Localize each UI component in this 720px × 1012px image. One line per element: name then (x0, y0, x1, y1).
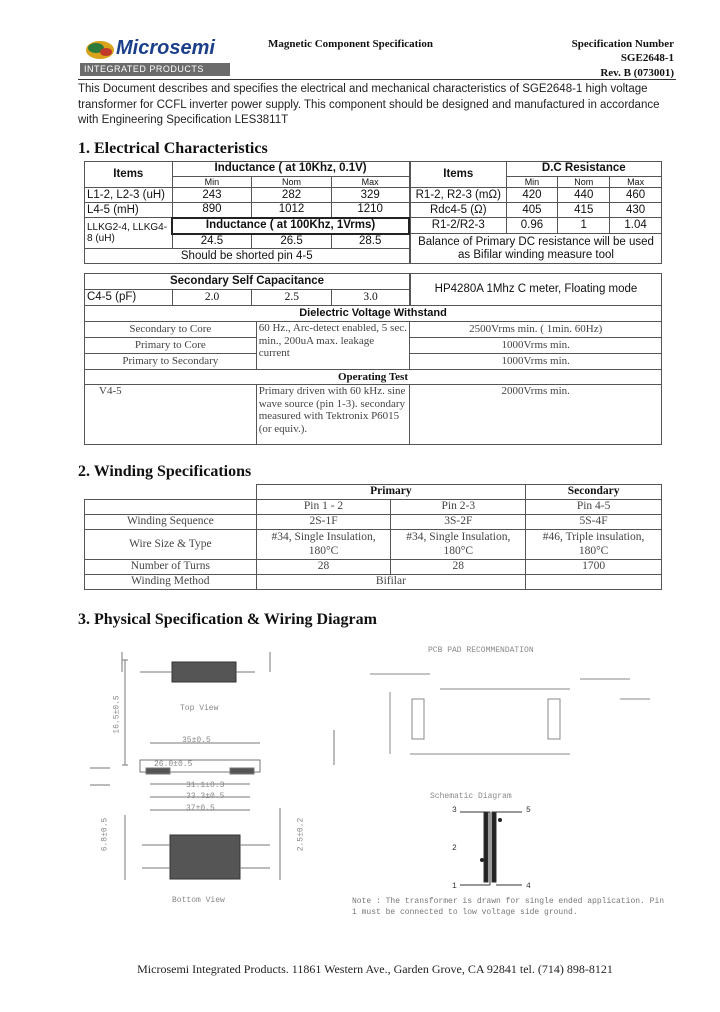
row-l12-max: 329 (331, 188, 409, 203)
cap-max: 3.0 (332, 290, 410, 306)
dvw-row-1-label: Secondary to Core (85, 322, 257, 338)
schematic-title: Schematic Diagram (430, 792, 512, 801)
leakage-label: LLKG2-4, LLKG4-8 (uH) (85, 218, 173, 249)
pcb-title: PCB PAD RECOMMENDATION (428, 646, 534, 655)
pin-corner (85, 500, 257, 515)
dvw-row-2-value: 1000Vrms min. (410, 338, 662, 354)
dvw-row-2-label: Primary to Core (85, 338, 257, 354)
logo-subtitle: INTEGRATED PRODUCTS (84, 64, 204, 74)
capacitance-header: Secondary Self Capacitance (85, 274, 410, 290)
items-header: Items (85, 162, 173, 188)
section-2-title: 2. Winding Specifications (78, 463, 252, 480)
dcr3-max: 1.04 (610, 218, 662, 234)
nom-header: Nom (252, 177, 332, 188)
dielectric-table (84, 305, 662, 445)
capacitance-table (84, 273, 410, 306)
winding-seq-label: Winding Sequence (85, 515, 257, 530)
cap-min: 2.0 (172, 290, 252, 306)
pin-2-3: Pin 2-3 (391, 500, 526, 515)
dcr2-min: 405 (506, 203, 558, 218)
short-note: Should be shorted pin 4-5 (85, 249, 410, 264)
dim-d: 33.3±0.5 (186, 792, 225, 801)
outline-drawing-icon (80, 640, 340, 910)
method-empty (526, 575, 662, 590)
min-header: Min (172, 177, 252, 188)
inductance-table (84, 161, 410, 264)
dcr2-label: Rdc4-5 (Ω) (411, 203, 507, 218)
wire-size-c3: #46, Triple insulation, 180°C (526, 530, 662, 560)
pin-label-4: 4 (526, 882, 531, 891)
dvw-row-3-label: Primary to Secondary (85, 354, 257, 370)
dim-f: 6.8±0.5 (100, 817, 110, 852)
row-l45-min: 890 (172, 203, 252, 218)
dc-resistance-table (410, 161, 662, 264)
dcr-nom-header: Nom (558, 177, 610, 188)
mechanical-drawing (80, 640, 340, 910)
spec-label: Specification Number (571, 38, 674, 50)
method-value: Bifilar (256, 575, 526, 590)
dcr-items-header: Items (411, 162, 507, 188)
dvw-row-1-value: 2500Vrms min. ( 1min. 60Hz) (410, 322, 662, 338)
header-rule (78, 79, 676, 80)
section-1-title: 1. Electrical Characteristics (78, 140, 268, 157)
dcr3-nom: 1 (558, 218, 610, 234)
turns-c1: 28 (256, 560, 391, 575)
transformer-symbol-icon (430, 790, 550, 900)
winding-table (84, 484, 662, 590)
pin-1-2: Pin 1 - 2 (256, 500, 391, 515)
revision: Rev. B (073001) (600, 67, 674, 79)
dim-b: 26.0±0.5 (154, 760, 193, 769)
dcr1-label: R1-2, R2-3 (mΩ) (411, 188, 507, 203)
dvw-conditions: 60 Hz., Arc-detect enabled, 5 sec. min., 200uA max. leakage current (256, 322, 410, 370)
pcb-pad-drawing (350, 644, 670, 784)
schematic-diagram (430, 790, 550, 900)
dim-e: 37±0.5 (186, 804, 215, 813)
balance-note: Balance of Primary DC resistance will be used as Bifilar winding measure tool (411, 234, 662, 264)
schematic-note: Note : The transformer is drawn for single ended application. Pin 1 must be connected to low voltage side ground. (352, 897, 665, 918)
winding-seq-c1: 2S-1F (256, 515, 391, 530)
turns-label: Number of Turns (85, 560, 257, 575)
operating-test-header: Operating Test (85, 370, 662, 385)
dcr-max-header: Max (610, 177, 662, 188)
row-l45-nom: 1012 (252, 203, 332, 218)
row-l12-nom: 282 (252, 188, 332, 203)
row-l12-min: 243 (172, 188, 252, 203)
row-l45-max: 1210 (331, 203, 409, 218)
pin-label-3: 3 (452, 806, 457, 815)
pin-label-2: 2 (452, 844, 457, 853)
winding-corner (85, 485, 257, 500)
inductance-header: Inductance ( at 10Khz, 0.1V) (172, 162, 409, 177)
secondary-header: Secondary (526, 485, 662, 500)
company-logo (80, 36, 230, 76)
leakage-min: 24.5 (172, 234, 252, 249)
leakage-header: Inductance ( at 100Khz, 1Vrms) (172, 218, 409, 234)
section-3-title: 3. Physical Specification & Wiring Diagram (78, 611, 377, 628)
leakage-max: 28.5 (331, 234, 409, 249)
dcr1-min: 420 (506, 188, 558, 203)
pcb-pad-layout-icon (350, 644, 670, 784)
footer: Microsemi Integrated Products. 11861 Western Ave., Garden Grove, CA 92841 tel. (714) 898-8121 (137, 962, 613, 976)
bottom-view-label: Bottom View (172, 896, 225, 905)
dielectric-header: Dielectric Voltage Withstand (85, 306, 662, 322)
dcr-header: D.C Resistance (506, 162, 661, 177)
winding-seq-c2: 3S-2F (391, 515, 526, 530)
dcr2-nom: 415 (558, 203, 610, 218)
turns-c2: 28 (391, 560, 526, 575)
dcr3-min: 0.96 (506, 218, 558, 234)
primary-header: Primary (256, 485, 526, 500)
dcr1-nom: 440 (558, 188, 610, 203)
cap-nom: 2.5 (252, 290, 332, 306)
cap-label: C4-5 (pF) (85, 290, 173, 306)
dim-c: 31.1±0.3 (186, 781, 225, 790)
intro-paragraph: This Document describes and specifies the electrical and mechanical characteristics of SGE2648-1 high voltage transformer for CCFL inverter power supply. This component should be designed and manufactured in accordance with Engineering Specification LES3811T (78, 83, 660, 127)
wire-size-c1: #34, Single Insulation, 180°C (256, 530, 391, 560)
wire-size-label: Wire Size & Type (85, 530, 257, 560)
row-l12-label: L1-2, L2-3 (uH) (85, 188, 173, 203)
max-header: Max (331, 177, 409, 188)
pin-label-1: 1 (452, 882, 457, 891)
wire-size-c2: #34, Single Insulation, 180°C (391, 530, 526, 560)
method-label: Winding Method (85, 575, 257, 590)
leakage-nom: 26.5 (252, 234, 332, 249)
op-conditions: Primary driven with 60 kHz. sine wave source (pin 1-3). secondary measured with Tektronix P6015 (or equiv.). (256, 385, 410, 445)
spec-number: SGE2648-1 (620, 52, 674, 64)
winding-seq-c3: 5S-4F (526, 515, 662, 530)
meter-note-table (410, 273, 662, 306)
doc-type: Magnetic Component Specification (268, 38, 433, 50)
dcr3-label: R1-2/R2-3 (411, 218, 507, 234)
top-view-label: Top View (180, 704, 219, 713)
dcr1-max: 460 (610, 188, 662, 203)
meter-note: HP4280A 1Mhz C meter, Floating mode (411, 274, 662, 306)
dvw-row-3-value: 1000Vrms min. (410, 354, 662, 370)
dim-a: 35±0.5 (182, 736, 211, 745)
logo-name: Microsemi (116, 37, 215, 59)
dim-g: 2.5±0.2 (296, 817, 306, 852)
dim-h: 16.5±0.5 (112, 695, 122, 734)
pin-label-5: 5 (526, 806, 531, 815)
op-label: V4-5 (85, 385, 257, 445)
turns-c3: 1700 (526, 560, 662, 575)
row-l45-label: L4-5 (mH) (85, 203, 173, 218)
dcr2-max: 430 (610, 203, 662, 218)
op-value: 2000Vrms min. (410, 385, 662, 445)
pin-4-5: Pin 4-5 (526, 500, 662, 515)
dcr-min-header: Min (506, 177, 558, 188)
